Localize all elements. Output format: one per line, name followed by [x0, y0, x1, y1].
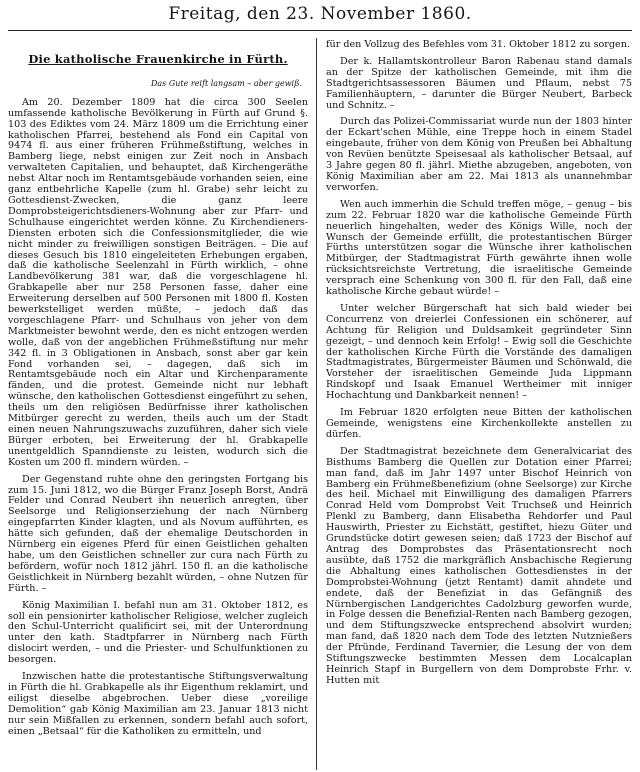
article-motto: Das Gute reift langsam – aber gewiß.	[151, 78, 302, 88]
paragraph: Inzwischen hatte die protestantische Stiftungsverwaltung in Fürth die hl. Grabkapelle als ihr Eigenthum reklamirt, und eiligst dieselbe abgebrochen. Ueber diese „voreilige Demolition“ gab König Maximilian am 23. Januar 1813 nicht nur sein Mißfallen zu erkennen, sondern befahl auch sofort, einen „Betsaal“ für die Katholiken zu ermitteln, und	[8, 671, 308, 737]
paragraph: Der k. Hallamtskontrolleur Baron Rabenau stand damals an der Spitze der katholischen Gemeinde, mit ihm die Stadtgerichtsassessoren Bäumen und Pflaum, nebst 75 Familienhäuptern, – darunter die Bürger Neubert, Barbeck und Schnitz. –	[326, 55, 632, 111]
left-column	[8, 48, 308, 770]
paragraph: Durch das Polizei-Commissariat wurde nun der 1803 hinter der Eckart'schen Mühle, eine Treppe hoch in einem Stadel eingebaute, früher von dem König von Preußen bei Abhaltung von Revüen benützte Speisesaal als katholischer Betsaal, auf 3 Jahre gegen 80 fl. jährl. Miethe abzugeben, angeboten, von König Maximilian aber am 22. Mai 1813 als unannehmbar verworfen.	[326, 116, 632, 193]
paragraph: König Maximilian I. befahl nun am 31. Oktober 1812, es soll ein pensionirter katholischer Religiose, welcher zugleich den Schul-Unterricht qualificirt sei, mit der Unterordnung unter den kath. Stadtpfarrer in Nürnberg nach Fürth dislocirt werden, – und die Priester- und Schulfunktionen zu besorgen.	[8, 599, 308, 666]
page-header: Freitag, den 23. November 1860.	[168, 4, 472, 24]
paragraph: Im Februar 1820 erfolgten neue Bitten der katholischen Gemeinde, wenigstens eine Kirchenkollekte anstellen zu dürfen.	[326, 407, 632, 440]
paragraph: Der Stadtmagistrat bezeichnete dem Generalvicariat des Bisthums Bamberg die Quellen zur Dotation einer Pfarrei; man fand, daß im Jahr 1497 unter Bischof Heinrich von Bamberg ein Frühmeßbenefizium (ohne Seelsorge) zur Kirche des heil. Michael mit Einwilligung des damaligen Pfarrers Conrad Held vom Domprobst Veit Truchseß und Heinrich Plenkl zu Bamberg, dann Elisabetha Rehdorfer und Paul Hauswirth, Priester zu Eichstätt, gestiftet, hiezu Güter und Grundstücke dotirt gewesen seien; daß 1723 der Bischof auf Antrag des Domprobstes das Präsentationsrecht noch ausübte, daß 1752 die markgräflich Ansbachische Regierung die Abhaltung eines katholischen Gottesdienstes in der Domprobstei-Wohnung (jetzt Rentamt) damit ahndete und endete, daß der Benefiziat in das Gefängniß des Nürnbergischen Landgerichtes Cadolzburg geworfen wurde, in Folge dessen die Benefizial-Renten nach Bamberg gezogen, und dem Stiftungszwecke entsprechend absolvirt wurden; man fand, daß 1820 nach dem Tode des letzten Nutznießers der Pfründe, Ferdinand Tavernier, die Lesung der von dem Stiftungszwecke bestimmten Messen dem Localcaplan Heinrich Stapf in Burgellern von dem Domprobste Frhr. v. Hutten mit	[326, 445, 632, 686]
paragraph: für den Vollzug des Befehles vom 31. Oktober 1812 zu sorgen.	[326, 40, 630, 50]
paragraph: Unter welcher Bürgerschaft hat sich bald wieder bei Concurrenz von dreierlei Confessionen ein schönerer, auf Achtung für Religion und Duldsamkeit gegründeter Sinn gezeigt, – und dennoch kein Erfolg! – Ewig soll die Geschichte der katholischen Kirche Fürth die Vorstände des damaligen Stadtmagistrates, Bürgermeister Bäumen und Schönwald, die Vorsteher der israelitischen Gemeinde Juda Lippmann Rindskopf und Isaak Emanuel Wertheimer mit inniger Hochachtung und Dankbarkeit nennen! –	[326, 302, 632, 402]
paragraph: Wen auch immerhin die Schuld treffen möge, – genug – bis zum 22. Februar 1820 war die katholische Gemeinde Fürth neuerlich hingehalten, weder des Königs Wille, noch der Wunsch der Gemeinde erfüllt, die protestantischen Bürger Fürths unterstützen sogar die Wünsche ihrer katholischen Mitbürger, der Stadtmagistrat Fürth gewährte ihnen wolle rücksichtsreichste Vertretung, die israelitische Gemeinde versprach eine Schenkung von 300 fl. für den Fall, daß eine katholische Kirche gebaut würde! –	[326, 198, 632, 298]
paragraph: Der Gegenstand ruhte ohne den geringsten Fortgang bis zum 15. Juni 1812, wo die Bürger Franz Joseph Borst, Andrä Felder und Conrad Neubert ihn neuerlich anregten, über Seelsorge und Religionserziehung der nach Nürnberg eingepfarrten Kinder klagten, und als Novum aufführten, es hätte sich gefunden, daß der ehemalige Deutschorden in Nürnberg ein eigenes Pferd für einen Geistlichen gehalten habe, um den Geistlichen schneller zur cura nach Fürth zu befördern, wofür noch 1812 jährl. 150 fl. an die katholische Geistlichkeit in Nürnberg bezahlt würden, – ohne Nutzen für Fürth. –	[8, 473, 308, 594]
article-title: Die katholische Frauenkirche in Fürth.	[28, 52, 288, 66]
right-column	[326, 40, 632, 762]
paragraph: Am 20. Dezember 1809 hat die circa 300 Seelen umfassende katholische Bevölkerung in Fürth auf Grund §. 103 des Ediktes vom 24. März 1809 um die Errichtung einer katholischen Pfarrei, bestehend als Fond ein Capital von 9474 fl. aus einer früheren Frühmeßstiftung, welches in Bamberg liege, nebst einigen zur Zeit noch in Ansbach verwalteten Capitalien, und behauptet, daß Kirchengeräthe nebst Altar noch im Rentamtsgebäude vorhanden seien, eine ganz entbehrliche Kapelle (zum hl. Grabe) sehr leicht zu Gottesdienst-Zwecken, die ganz leere Domprobsteigerichtsdieners-Wohnung aber zur Pfarr- und Schulhause eingerichtet werden könne. Zu Kirchendieners-Diensten erboten sich die Confessionsmitglieder, die wie nicht minder zu freiwilligen sonstigen Beiträgen. – Die auf dieses Gesuch bis 1810 eingeleiteten Erhebungen ergaben, daß die katholische Seelenzahl in Fürth wirklich, – ohne Landbevölkerung 381 war, daß die vorgeschlagene hl. Grabkapelle aber nur 258 Personen fasse, daher eine Erweiterung derselben auf 500 Personen mit 1800 fl. Kosten bewerkstelliget werden müßte, – jedoch daß das vorgeschlagene Pfarr- und Schulhaus von jeher von dem Marktmeister bewohnt werde, den es nicht entzogen werden wolle, daß von der angeblichen Frühmeßstiftung nur mehr 342 fl. in 3 Obligationen in Ansbach, sonst aber gar kein Fond vorhanden sei, – dagegen, daß sich im Rentamtsgebäude noch ein Altar und Kirchenparamente fänden, und die protest. Gemeinde nicht nur lebhaft wünsche, den katholischen Gottesdienst eingeführt zu sehen, theils um den religiösen Bedürfnisse ihrer katholischen Mitbürger gerecht zu werden, theils auch um der Stadt einen neuen Nahrungszuwachs zuzuführen, daher sich viele Bürger erboten, bei Erweiterung der hl. Grabkapelle unentgeldlich Spanndienste zu leisten, wodurch sich die Kosten um 200 fl. mindern würden. –	[8, 96, 308, 468]
column-divider	[316, 38, 317, 770]
header-rule	[8, 30, 632, 31]
